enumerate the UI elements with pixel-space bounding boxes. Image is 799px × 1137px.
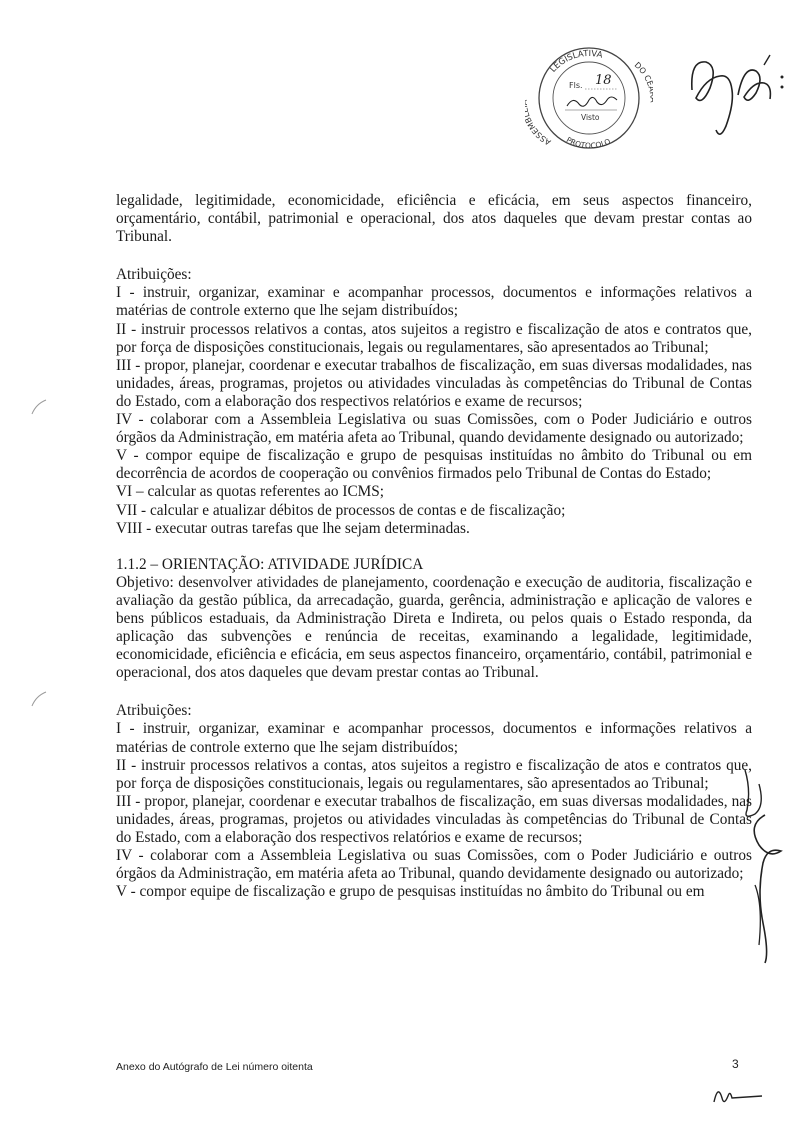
stamp-visto-label: Visto: [581, 113, 600, 122]
section1-item-2: II - instruir processos relativos a contas, atos sujeitos a registro e fiscalização de atos e contratos que, por força de disposições constitucionais, legais ou regulamentares, são apresentados ao Tribunal;: [116, 320, 752, 356]
section1-item-3: III - propor, planejar, coordenar e executar trabalhos de fiscalização, em suas diversas modalidades, nas unidades, áreas, programas, projetos ou atividades vinculadas às competências do Tribunal de Contas do Estado, com a elaboração dos respectivos relatórios e exame de recursos;: [116, 356, 752, 410]
section1-item-5: V - compor equipe de fiscalização e grupo de pesquisas instituídas no âmbito do Tribunal ou em decorrência de acordos de cooperação ou convênios firmados pelo Tribunal de Contas do Estado;: [116, 447, 752, 483]
stamp-arc-right: DO C: [632, 60, 653, 83]
section2-item-3: III - propor, planejar, coordenar e executar trabalhos de fiscalização, em suas diversas modalidades, nas unidades, áreas, programas, projetos ou atividades vinculadas às competências do Tribunal de Contas do Estado, com a elaboração dos respectivos relatórios e exame de recursos;: [116, 792, 752, 846]
stamp-fls-number: 18: [595, 73, 612, 88]
section1-label: Atribuições:: [116, 266, 192, 284]
footer-annex-label: Anexo do Autógrafo de Lei número oitenta: [116, 1061, 313, 1073]
section1-item-6: VI – calcular as quotas referentes ao ICMS;: [116, 483, 385, 501]
stamp-arc-bottom: PROTOCOLO: [564, 135, 612, 150]
document-body: [116, 192, 752, 901]
svg-text:ASSEMBLEIA: [525, 99, 552, 147]
section1-item-7: VII - calcular e atualizar débitos de processos de contas e de fiscalização;: [116, 501, 566, 519]
svg-text:PROTOCOLO: [565, 135, 612, 150]
section1-item-1: I - instruir, organizar, examinar e acompanhar processos, documentos e informações relativos a matérias de controle externo que lhe sejam distribuídos;: [116, 284, 752, 320]
section2-item-2: II - instruir processos relativos a contas, atos sujeitos a registro e fiscalização de atos e contratos que, por força de disposições constitucionais, legais ou regulamentares, são apresentados ao Tribunal;: [116, 756, 752, 792]
handwritten-initial-bottom: [700, 1080, 770, 1110]
handwritten-initials-top: [672, 35, 792, 145]
section-heading: 1.1.2 – ORIENTAÇÃO: ATIVIDADE JURÍDICA: [116, 555, 424, 573]
stamp-seal-graphic: [525, 40, 653, 150]
stamp-handwritten-signature: [567, 97, 617, 106]
objective-paragraph: Objetivo: desenvolver atividades de planejamento, coordenação e execução de auditoria, fiscalização e avaliação da gestão pública, da arrecadação, guarda, gerência, administração e aplicação de valores e bens públicos estaduais, da Administração Direta e Indireta, ou pelos quais o Estado responda, da aplicação das subvenções e renúncia de receitas, examinando a legalidade, legitimidade, economicidade, eficiência e eficácia, em seus aspectos financeiro, orçamentário, contábil, patrimonial e operacional, dos atos daqueles que devam prestar contas ao Tribunal.: [116, 573, 752, 682]
stamp-arc-left: ASSEM: [526, 120, 553, 147]
page-number: 3: [732, 1057, 739, 1071]
scan-edge-mark: [30, 398, 50, 418]
protocol-stamp: [525, 40, 653, 150]
section2-item-4: IV - colaborar com a Assembleia Legislativa ou suas Comissões, com o Poder Judiciário e outros órgãos da Administração, em matéria afeta ao Tribunal, quando devidamente designado ou autorizado;: [116, 847, 752, 883]
intro-paragraph: legalidade, legitimidade, economicidade, eficiência e eficácia, em seus aspectos financeiro, orçamentário, contábil, patrimonial e operacional, dos atos daqueles que devam prestar contas ao Tribunal.: [116, 192, 752, 246]
section1-item-4: IV - colaborar com a Assembleia Legislativa ou suas Comissões, com o Poder Judiciário e outros órgãos da Administração, em matéria afeta ao Tribunal, quando devidamente designado ou autorizado;: [116, 411, 752, 447]
handwritten-margin-signature: [735, 765, 795, 965]
section2-label: Atribuições:: [116, 702, 192, 720]
stamp-arc-top: LEGISLATIVA: [548, 48, 604, 75]
stamp-fls-label: Fls.: [569, 81, 583, 90]
scan-edge-mark: [30, 690, 50, 710]
section2-item-1: I - instruir, organizar, examinar e acompanhar processos, documentos e informações relativos a matérias de controle externo que lhe sejam distribuídos;: [116, 720, 752, 756]
section1-item-8: VIII - executar outras tarefas que lhe sejam determinadas.: [116, 519, 470, 537]
svg-text:LEGISLATIVA: [548, 49, 603, 75]
section2-item-5: V - compor equipe de fiscalização e grupo de pesquisas instituídas no âmbito do Tribunal ou em: [116, 883, 705, 901]
